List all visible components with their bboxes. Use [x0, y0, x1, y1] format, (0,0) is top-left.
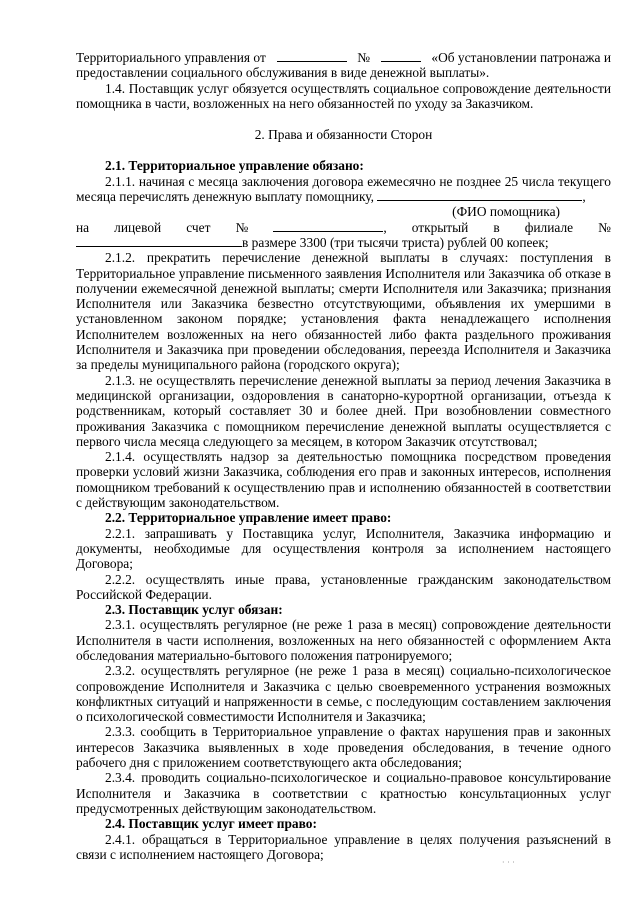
spacer: [76, 142, 611, 158]
fio-caption: (ФИО помощника): [452, 204, 560, 220]
account-tail-2: в: [493, 219, 500, 235]
clause-2-1-4: 2.1.4. осуществлять надзор за деятельностью помощника посредством проведения проверки условий жизни Заказчика, соблюдения его прав и законных интересов, исполнения помощником требований к осуществлению прав и исполнению обязанностей в соответствии с действующим законодательством.: [76, 449, 611, 511]
account-word-3: счет: [186, 219, 211, 235]
account-word-2: лицевой: [114, 219, 162, 235]
heading-2-1: 2.1. Территориальное управление обязано:: [105, 158, 364, 174]
comma: ,: [582, 189, 586, 205]
document-page: [76, 50, 611, 862]
spacer: [76, 111, 611, 127]
account-tail-1: открытый: [411, 219, 469, 235]
clause-2-2-2: 2.2.2. осуществлять иные права, установленные гражданским законодательством Российской Федерации.: [76, 571, 611, 602]
intro-line-1-text: Территориального управления от: [76, 50, 266, 65]
number-sign: №: [357, 50, 370, 65]
amount-text: в размере 3300 (три тысячи триста) рублей 00 копеек;: [242, 234, 549, 250]
scan-speck: · · ·: [502, 858, 515, 867]
clause-2-2-1: 2.2.1. запрашивать у Поставщика услуг, Исполнителя, Заказчика информацию и документы, необходимые для осуществления контроля за исполнением настоящего Договора;: [76, 525, 611, 572]
clause-2-3-4: 2.3.4. проводить социально-психологическое и социально-правовое консультирование Исполнителя и Заказчика в соответствии с кратностью консультационных услуг предусмотренных действующим законодательством.: [76, 770, 611, 816]
account-number-blank: [273, 220, 383, 232]
comma: ,: [383, 219, 387, 235]
number-blank: [381, 50, 421, 62]
clause-2-1-2: 2.1.2. прекратить перечисление денежной выплаты в случаях: поступления в Территориальное управление письменного заявления Исполнителя или Заказчика об отказе в получении ежемесячной денежной выплаты; смерти Исполнителя или Заказчика; признания Исполнителя или Заказчика безвестно отсутствующими, объявления их умершими в установленном законом порядке; установления факта ненадлежащего исполнения Исполнителем возложенных на него обязанностей либо факта раздельного проживания Исполнителя и Заказчика при проведении обследования, переезда Исполнителя и Заказчика за пределы муниципального района (городского округа);: [76, 250, 611, 373]
amount-line: [76, 235, 611, 250]
account-tail-4: №: [598, 219, 611, 235]
intro-line-2: предоставлении социального обслуживания в виде денежной выплаты».: [76, 65, 490, 81]
section-2-title: 2. Права и обязанности Сторон: [254, 127, 433, 143]
clause-2-3-2: 2.3.2. осуществлять регулярное (не реже 1 раза в месяц) социально-психологическое сопровождение Исполнителя и Заказчика с целью своевременного устранения возможных конфликтных ситуаций и напряженности в семье, с последующим составлением заключения о психологической совместимости Исполнителя и Заказчика;: [76, 663, 611, 725]
account-line: [76, 220, 611, 235]
clause-2-4-1: 2.4.1. обращаться в Территориальное управление в целях получения разъяснений в связи с исполнением настоящего Договора;: [76, 831, 611, 862]
clause-2-1-1: [76, 174, 611, 205]
assistant-name-blank: [377, 189, 582, 201]
clause-2-1-3: 2.1.3. не осуществлять перечисление денежной выплаты за период лечения Заказчика в медицинской организации, оздоровления в санаторно-курортной организации, отъезда к родственникам, который составляет 30 и более дней. При возобновлении совместного проживания Заказчика с помощником перечисление денежной выплаты осуществляется с первого числа месяца следующего за месяцем, в котором Заказчик отсутствовал;: [76, 372, 611, 449]
heading-2-2: 2.2. Территориальное управление имеет право:: [105, 510, 392, 526]
heading-2-3: 2.3. Поставщик услуг обязан:: [105, 602, 283, 618]
clause-2-3-3: 2.3.3. сообщить в Территориальное управление о фактах нарушения прав и законных интересов Заказчика выявленных в ходе проведения обследования, в течение одного рабочего дня с приложением соответствующего акта обследования;: [76, 724, 611, 771]
intro-line-1: [76, 50, 611, 65]
account-word-1: на: [76, 219, 90, 235]
clause-1-4: 1.4. Поставщик услуг обязуется осуществлять социальное сопровождение деятельности помощника в части, возложенных на него обязанностей по уходу за Заказчиком.: [76, 80, 611, 111]
account-word-4: №: [235, 219, 249, 235]
account-number-group: [273, 220, 386, 235]
intro-line-1-title: «Об установлении патронажа и: [431, 50, 611, 65]
clause-2-3-1: 2.3.1. осуществлять регулярное (не реже 1 раза в месяц) сопровождение деятельности Исполнителя в части исполнения, возложенных на него обязанностей с оформлением Акта обследования материально-бытового положения патронируемого;: [76, 617, 611, 663]
branch-number-blank: [76, 235, 242, 247]
date-blank: [277, 50, 347, 62]
clause-2-1-1-text: 2.1.1. начиная с месяца заключения договора ежемесячно не позднее 25 числа текущего месяца перечислять денежную выплату помощнику,: [76, 173, 611, 205]
account-tail-3: филиале: [524, 219, 574, 235]
heading-2-4: 2.4. Поставщик услуг имеет право:: [105, 816, 317, 832]
